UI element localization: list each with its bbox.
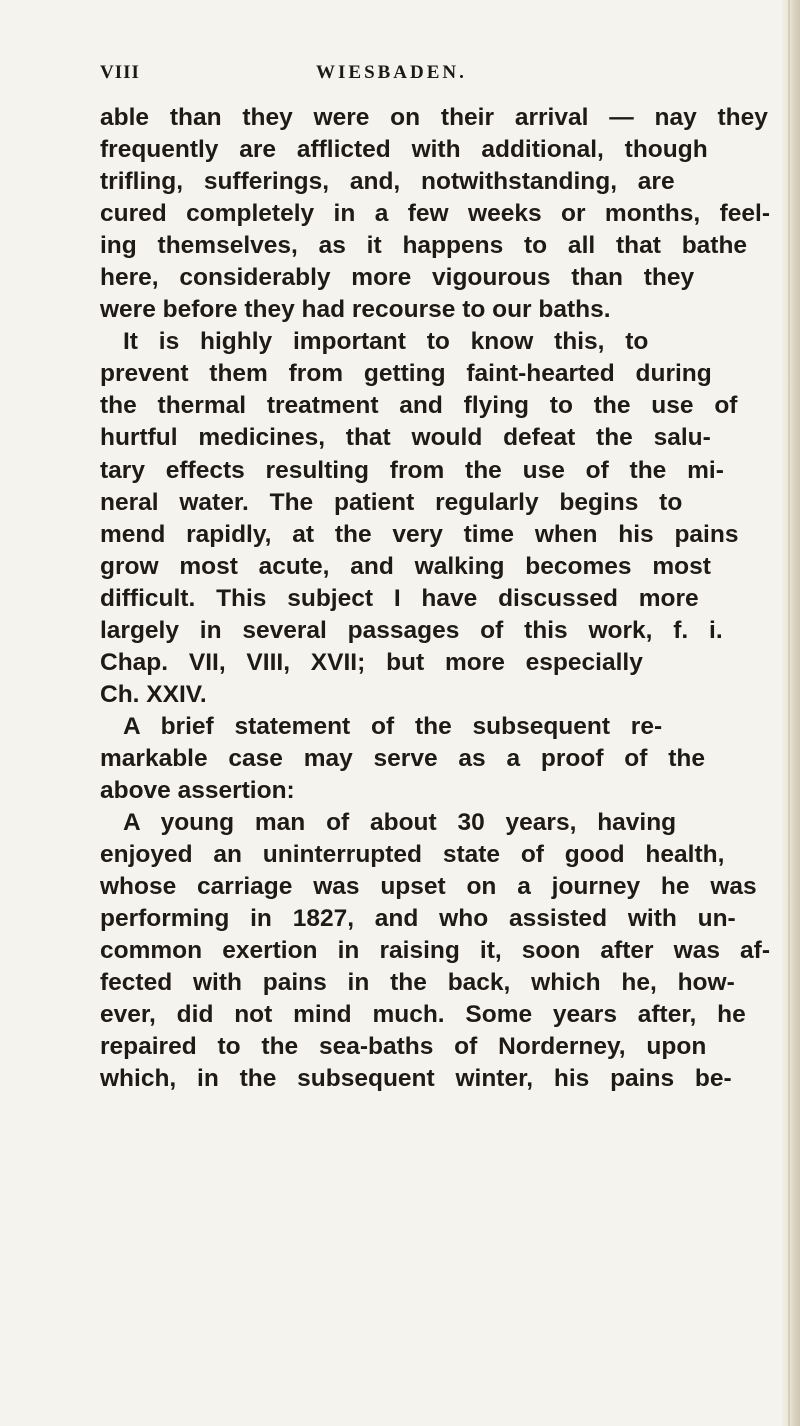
text-line: largely in several passages of this work, f. i. (100, 616, 723, 644)
text-line: above assertion: (100, 776, 295, 804)
page-number: VIII (100, 62, 140, 83)
text-line: which, in the subsequent winter, his pains be- (100, 1065, 732, 1093)
text-line: ever, did not mind much. Some years after, he (100, 1001, 746, 1029)
text-line: performing in 1827, and who assisted with un- (100, 905, 736, 933)
body-text (100, 102, 770, 1095)
text-line: prevent them from getting faint-hearted during (100, 360, 712, 388)
text-line: trifling, sufferings, and, notwithstanding, are (100, 168, 675, 196)
text-line: whose carriage was upset on a journey he was (100, 873, 757, 901)
text-line: A young man of about 30 years, having (123, 809, 677, 837)
text-line: were before they had recourse to our baths. (100, 296, 611, 324)
page-edge-shadow (782, 0, 800, 1426)
text-line: able than they were on their arrival — nay they (100, 104, 768, 131)
text-line: here, considerably more vigourous than they (100, 264, 695, 292)
running-head: WIESBADEN. (316, 62, 467, 83)
text-line: tary effects resulting from the use of the mi- (100, 456, 724, 484)
text-line: grow most acute, and walking becomes most (100, 552, 711, 580)
text-line: repaired to the sea-baths of Norderney, upon (100, 1033, 707, 1061)
text-line: It is highly important to know this, to (123, 328, 649, 356)
text-line: markable case may serve as a proof of the (100, 744, 705, 772)
text-line: frequently are afflicted with additional, though (100, 136, 708, 164)
page-header (100, 62, 750, 92)
text-line: common exertion in raising it, soon after was af- (100, 937, 770, 965)
text-line: Chap. VII, VIII, XVII; but more especially (100, 648, 643, 676)
page-edge-line (788, 0, 790, 1426)
text-line: mend rapidly, at the very time when his pains (100, 520, 739, 548)
text-line: difficult. This subject I have discussed more (100, 584, 699, 612)
text-line: A brief statement of the subsequent re- (123, 712, 663, 740)
text-line: Ch. XXIV. (100, 680, 207, 708)
text-line: ing themselves, as it happens to all that bathe (100, 232, 748, 260)
text-line: enjoyed an uninterrupted state of good health, (100, 841, 725, 869)
text-line: cured completely in a few weeks or months, feel- (100, 200, 770, 228)
text-line: fected with pains in the back, which he, how- (100, 969, 735, 997)
text-line: the thermal treatment and flying to the use of (100, 392, 738, 420)
text-line: hurtful medicines, that would defeat the salu- (100, 424, 711, 452)
text-line: neral water. The patient regularly begins to (100, 488, 683, 516)
